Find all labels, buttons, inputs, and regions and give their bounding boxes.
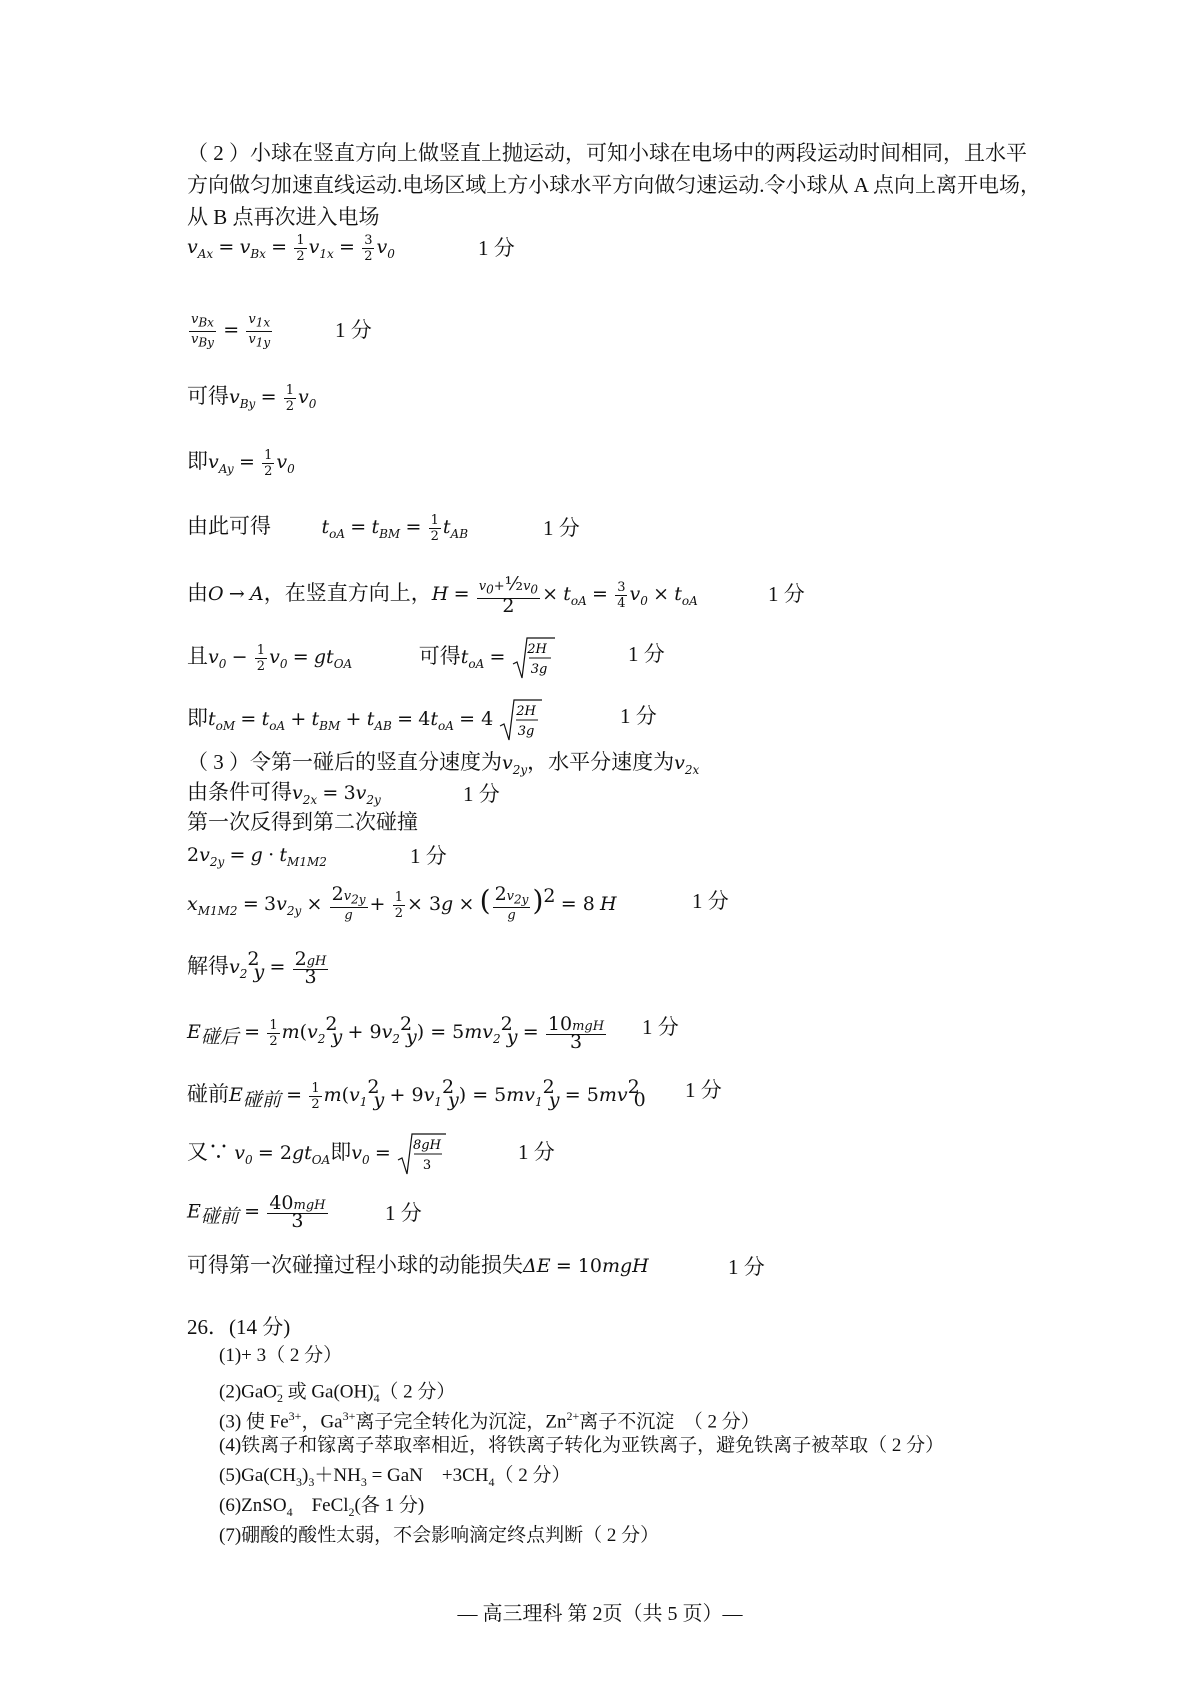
text-you: 由: [187, 581, 208, 606]
equation-toa: 且$v_0$ − $\frac{1}{2}$ $v_0 = gt_{OA}$ 可得$t_{oA}$ = 2H 3g: [187, 636, 555, 680]
equation-vby: 可得$v_{By}$ = $\frac{1}{2}$ $v_0$: [187, 382, 317, 414]
text-before: 碰前: [187, 1082, 229, 1106]
equation-tom: 即$t_{oM} = t_{oA} + t_{BM} + t_{AB} = 4t_{oA} = 4$ 2H 3g: [187, 698, 542, 742]
points-label: 1 分: [478, 236, 515, 260]
points-label: 1 分: [692, 889, 729, 913]
text-solve: 解得: [187, 954, 229, 978]
points-label: 1 分: [768, 582, 805, 606]
svg-text:3g: 3g: [518, 724, 535, 739]
q26-item-7: (7)硼酸的酸性太弱，不会影响滴定终点判断（ 2 分）: [219, 1525, 660, 1546]
equation-solve: 解得$v_2^2_y$ = $\frac{2gH}{3}$: [187, 947, 327, 988]
q26-item-5-c: ＋NH: [314, 1465, 361, 1486]
intro-paragraph: （ 2 ）小球在竖直方向上做竖直上抛运动，可知小球在电场中的两段运动时间相同，且水平方向做匀加速直线运动.电场区域上方小球水平方向做匀速运动.令小球从 A 点向上离开电场，从 B 点再次进入电场: [187, 141, 1042, 229]
q26-header: 26．(14 分): [187, 1315, 291, 1339]
sub-before: 碰前: [242, 1089, 281, 1112]
q26-item-2-a: (2)GaO: [219, 1381, 278, 1403]
points-label: 1 分: [410, 844, 447, 868]
equation-vax: $v_{Ax} = v_{Bx}$ = $\frac{1}{2}$ $v_{1x}$ = $\frac{3}{2}$ $v_0$: [187, 232, 395, 264]
points-label: 1 分: [543, 516, 580, 540]
equation-loss: 可得第一次碰撞过程小球的动能损失ΔE = 10mgH: [187, 1253, 649, 1277]
q26-item-5: $(5)Ga(CH_3)_3+NH_3$ = GaN $+3CH_4$（ 2 分）: [219, 1465, 571, 1489]
q26-item-3-b: ，Ga: [301, 1411, 343, 1433]
text-first-back: 第一次反得到第二次碰撞: [187, 810, 418, 834]
equation-e-before-value: $E_{碰前}$ = $\frac{\text{40mgH}}{3}$: [187, 1192, 326, 1232]
svg-text:2H: 2H: [516, 704, 537, 719]
points-label: 1 分: [463, 782, 500, 806]
q26-item-3-a: (3) 使 Fe: [219, 1411, 289, 1433]
text-ji3: 即: [330, 1139, 352, 1164]
svg-text:3: 3: [422, 1158, 432, 1173]
part3-intro: （ 3 ）令第一碰后的竖直分速度为$v_{2y}$，水平分速度为$v_{2x}$: [187, 750, 700, 777]
q26-item-4: (4)铁离子和镓离子萃取率相近，将铁离子转化为亚铁离子，避免铁离子被萃取（ 2 分）: [219, 1435, 945, 1456]
q26-item-3-c: 离子完全转化为沉淀，Zn: [355, 1411, 567, 1433]
q26-item-3-d: 离子不沉淀 （ 2 分）: [579, 1411, 760, 1433]
q26-item-1: (1)+ 3（ 2 分）: [219, 1345, 343, 1366]
q26-item-6: (6)ZnSO$_4$ FeCl$_2$(各 1 分): [219, 1495, 425, 1519]
equation-xm1m2: $x_{M1M2} = 3v_{2y}$ × $\frac{2v_{2y}}{g}$ + $\frac{1}{2}$ × 3g × ( $\frac{2v_{2y}}{g}$ )$^2$ = 8 H: [187, 882, 617, 924]
equation-cond: 由条件可得$v_{2x} = 3v_{2y}$: [187, 780, 381, 807]
q26-item-5-d: = GaN +3CH: [366, 1465, 489, 1486]
part3-intro-b: ，水平分速度为: [527, 750, 675, 774]
text-youci: 由此可得: [187, 514, 271, 538]
equation-v0: 又∵ $v_0 = 2gt_{OA}$即$v_0$ = 8gH 3: [187, 1132, 446, 1176]
text-kede: 可得: [187, 384, 229, 408]
points-label: 1 分: [385, 1201, 422, 1225]
points-label: 1 分: [518, 1140, 555, 1164]
sqrt-symbol: [396, 1132, 446, 1176]
svg-text:3g: 3g: [530, 662, 547, 677]
q26-item-5-a: (5)Ga(CH: [219, 1465, 297, 1486]
equation-vay: 即$v_{Ay}$ = $\frac{1}{2}$ $v_0$: [187, 447, 295, 479]
equation-2v2y: $2v_{2y} = g \cdot t_{M1M2}$: [187, 844, 327, 869]
text-ji: 即: [187, 449, 208, 473]
svg-text:2H: 2H: [526, 642, 547, 657]
points-label: 1 分: [628, 642, 665, 666]
points-label: 1 分: [728, 1255, 765, 1279]
equation-height: 由O → A，在竖直方向上，H = $\frac{v_0+\frac{1}{2}v_0}{2}$ × $t_{oA}$ = $\frac{3}{4}$ $v_0 \times t_{oA}$: [187, 573, 698, 617]
q26-item-5-e: （ 2 分）: [494, 1465, 571, 1486]
points-label: 1 分: [620, 704, 657, 728]
svg-text:8gH: 8gH: [413, 1138, 442, 1153]
equation-e-before: 碰前$E_{碰前}$ = $\frac{1}{2}$ $m(v_1^2_y + 9v_1^2_y) = 5mv_1^2_y = 5mv^2_0$: [187, 1076, 646, 1112]
q26-item-2: (2)GaO$_2$− 或 $Ga(OH)_4^-$（ 2 分）: [219, 1379, 456, 1406]
q26-item-2-c: （ 2 分）: [379, 1381, 456, 1403]
page-footer: — 高三理科 第 2页（共 5 页）—: [457, 1603, 743, 1625]
equation-e-after: $E_{碰后}$ = $\frac{1}{2}$ $m(v_2^2_y + 9v_2^2_y) = 5mv_2^2_y$ = $\frac{\text{10mgH}}{3}$: [187, 1012, 605, 1053]
sub-before2: 碰前: [200, 1205, 239, 1228]
text-cond: 由条件可得: [187, 780, 292, 804]
sqrt-symbol: [511, 636, 555, 680]
text-qie: 且: [187, 643, 208, 668]
text-vertical: ，在竖直方向上，: [263, 581, 432, 606]
text-ji2: 即: [187, 705, 208, 730]
q26-item-6-c: (各 1 分): [354, 1495, 425, 1516]
text-loss: 可得第一次碰撞过程小球的动能损失: [187, 1253, 523, 1277]
points-label: 1 分: [685, 1078, 722, 1102]
text-kede2: 可得: [418, 643, 461, 668]
equation-time: 由此可得 $t_{oA} = t_{BM}$ = $\frac{1}{2}$ $t_{AB}$: [187, 512, 469, 544]
text-you2: 又∵: [187, 1139, 235, 1164]
points-label: 1 分: [642, 1015, 679, 1039]
part3-intro-a: （ 3 ）令第一碰后的竖直分速度为: [187, 750, 502, 774]
sqrt-symbol: [498, 698, 542, 742]
sub-after: 碰后: [200, 1026, 239, 1049]
points-label: 1 分: [335, 318, 372, 342]
q26-item-6-b: FeCl: [292, 1495, 349, 1516]
q26-item-5-b: ): [302, 1465, 309, 1486]
q26-item-3: (3) 使 $Fe^{3+}$，$Ga^{3+}$离子完全转化为沉淀，$Zn^{2+}$离子不沉淀 （ 2 分）: [219, 1409, 760, 1433]
q26-item-2-b: 或 Ga(OH): [287, 1381, 374, 1403]
equation-ratio: $\frac{v_{Bx}}{v_{By}}$ = $\frac{v_{1x}}{v_{1y}}$: [191, 312, 271, 350]
q26-item-6-a: (6)ZnSO: [219, 1495, 287, 1516]
